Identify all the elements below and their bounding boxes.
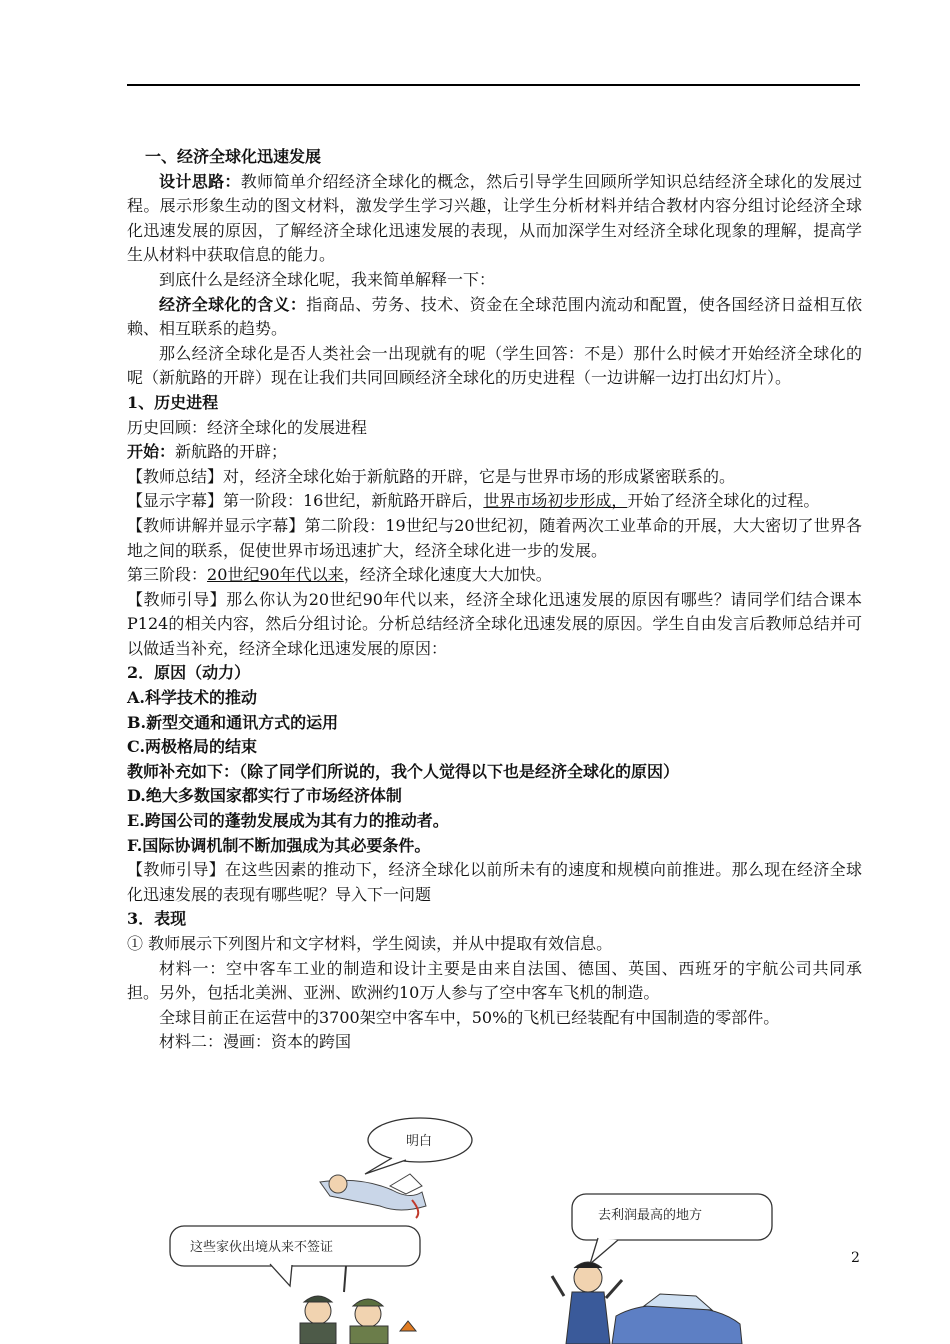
- stage-three-underline: 20世纪90年代以来: [207, 565, 344, 585]
- bubble-2-text: 去利润最高的地方: [598, 1208, 703, 1223]
- flying-figure-illustration: [320, 1174, 426, 1218]
- definition-label: 经济全球化的含义：: [159, 294, 307, 314]
- history-start: [127, 440, 862, 465]
- bubble-1-text: 明白: [406, 1134, 433, 1149]
- heading-reasons: 2．原因（动力）: [127, 663, 251, 683]
- history-review: 历史回顾：经济全球化的发展进程: [127, 417, 368, 437]
- stage-one-post: 开始了经济全球化的过程。: [627, 491, 820, 511]
- bubble-tail-2: [590, 1238, 618, 1264]
- page-number: 2: [851, 1250, 860, 1266]
- intro-paragraph: 到底什么是经济全球化呢，我来简单解释一下：: [159, 269, 496, 289]
- businessman-car-illustration: [552, 1262, 742, 1344]
- stage-three: [127, 563, 862, 588]
- stage-one-pre: 【显示字幕】第一阶段：16世纪，新航路开辟后，: [127, 491, 484, 511]
- stage-one-underline: 世界市场初步形成，: [483, 491, 628, 511]
- reason-item: A.科学技术的推动: [127, 688, 257, 708]
- capital-cartoon: [160, 1116, 800, 1344]
- material-intro: ① 教师展示下列图片和文字材料，学生阅读，并从中提取有效信息。: [127, 934, 613, 953]
- section-title: 一、经济全球化迅速发展: [145, 147, 322, 166]
- teacher-guide-1: 【教师引导】那么你认为20世纪90年代以来，经济全球化迅速发展的原因有哪些？请同学们结合课本P124的相关内容，然后分组讨论。分析总结经济全球化迅速发展的原因。学生自由发言后教师总结并可以做适当补充，经济全球化迅速发展的原因：: [127, 589, 862, 658]
- reason-item: F.国际协调机制不断加强成为其必要条件。: [127, 835, 431, 855]
- reason-item: E.跨国公司的蓬勃发展成为其有力的推动者。: [127, 811, 449, 831]
- teacher-summary: 【教师总结】对，经济全球化始于新航路的开辟，它是与世界市场的形成紧密联系的。: [127, 466, 736, 486]
- heading-history: 1、历史进程: [127, 392, 219, 412]
- stage-three-post: ，经济全球化速度大大加快。: [343, 565, 552, 585]
- stage-two: 【教师讲解并显示字幕】第二阶段：19世纪与20世纪初，随着两次工业革命的开展，大大密切了世界各地之间的联系，促使世界市场迅速扩大，经济全球化进一步的发展。: [127, 515, 862, 560]
- design-label: 设计思路：: [159, 171, 241, 191]
- bubble-tail-1: [365, 1158, 406, 1174]
- bubble-3-text: 这些家伙出境从来不签证: [190, 1240, 334, 1255]
- header-rule: [127, 84, 860, 86]
- start-text: 新航路的开辟；: [175, 442, 288, 462]
- material-two: 材料二：漫画：资本的跨国: [159, 1032, 352, 1052]
- stage-three-pre: 第三阶段：: [127, 565, 208, 585]
- definition-text: 指商品、劳务、技术、资金在全球范围内流动和配置，使各国经济日益相互依赖、相互联系的趋势。: [127, 294, 862, 339]
- design-paragraph: [127, 170, 862, 268]
- material-one: 材料一：空中客车工业的制造和设计主要是由来自法国、德国、英国、西班牙的宇航公司共同承担。另外，包括北美洲、亚洲、欧洲约10万人参与了空中客车飞机的制造。: [127, 958, 862, 1003]
- design-text: 教师简单介绍经济全球化的概念，然后引导学生回顾所学知识总结经济全球化的发展过程。展示形象生动的图文材料，激发学生学习兴趣，让学生分析材料并结合教材内容分组讨论经济全球化迅速发展的原因，了解经济全球化迅速发展的表现，从而加深学生对经济全球化现象的理解，提高学生从材料中获取信息的能力。: [127, 171, 862, 265]
- heading-manifestation: 3．表现: [127, 909, 187, 929]
- guards-illustration: [300, 1266, 416, 1344]
- stage-one: [127, 489, 862, 514]
- bubble-tail-3: [270, 1264, 292, 1286]
- teacher-guide-2: 【教师引导】在这些因素的推动下，经济全球化以前所未有的速度和规模向前推进。那么现在经济全球化迅速发展的表现有哪些呢？导入下一问题: [127, 860, 862, 904]
- document-body: [127, 145, 862, 1055]
- reason-item: B.新型交通和通讯方式的运用: [127, 712, 339, 732]
- teacher-supplement: 教师补充如下：（除了同学们所说的，我个人觉得以下也是经济全球化的原因）: [127, 761, 680, 781]
- material-one-cont: 全球目前正在运营中的3700架空中客车中，50%的飞机已经装配有中国制造的零部件。: [159, 1007, 780, 1027]
- question-paragraph: 那么经济全球化是否人类社会一出现就有的呢（学生回答：不是）那什么时候才开始经济全球化的呢（新航路的开辟）现在让我们共同回顾经济全球化的历史进程（一边讲解一边打出幻灯片）。: [127, 343, 862, 388]
- definition-paragraph: [127, 293, 862, 342]
- start-label: 开始：: [127, 442, 176, 462]
- reason-item: C.两极格局的结束: [127, 737, 258, 757]
- reason-item: D.绝大多数国家都实行了市场经济体制: [127, 786, 402, 806]
